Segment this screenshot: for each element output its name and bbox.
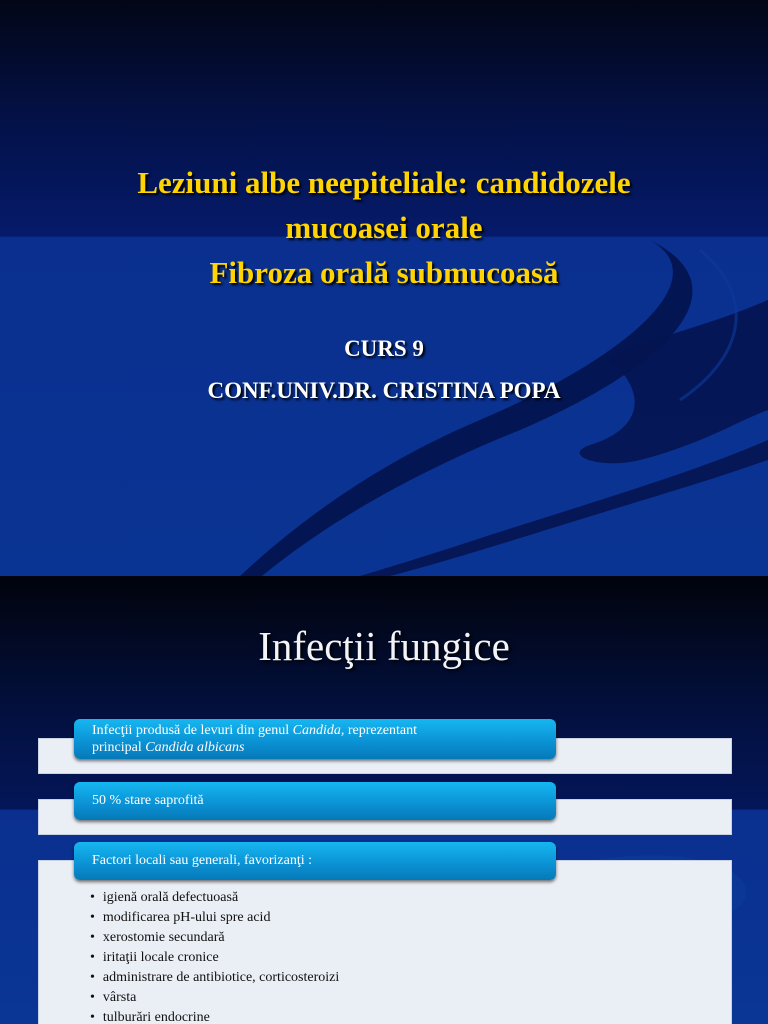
factors-list: [90, 888, 339, 1024]
box1-text: Infecţii produsă de levuri din genul: [92, 723, 293, 738]
slide-2-title: Infecţii fungice: [258, 623, 510, 669]
info-box-factors: Factori locali sau generali, favorizanţi :: [74, 842, 556, 880]
list-item: • modificarea pH-ului spre acid: [90, 908, 339, 928]
list-item: • vârsta: [90, 988, 339, 1008]
list-item: • xerostomie secundară: [90, 928, 339, 948]
box1-italic: Candida,: [292, 723, 345, 738]
box1-text3: principal: [92, 740, 146, 755]
list-item: • administrare de antibiotice, corticosteroizi: [90, 968, 339, 988]
box1-italic2: Candida albicans: [145, 740, 245, 755]
slide-2: [0, 576, 768, 1024]
list-item: • iritaţii locale cronice: [90, 948, 339, 968]
title-line-2: mucoasei orale: [285, 210, 483, 245]
box1-text2: reprezentant: [344, 723, 418, 738]
list-item: • tulburări endocrine: [90, 1008, 339, 1024]
author-label: CONF.UNIV.DR. CRISTINA POPA: [207, 378, 561, 403]
title-line-1: Leziuni albe neepiteliale: candidozele: [137, 165, 631, 200]
info-box-candida: [74, 719, 556, 759]
course-label: CURS 9: [344, 336, 424, 361]
info-box-saprophyte: 50 % stare saprofită: [74, 782, 556, 820]
title-line-3: Fibroza orală submucoasă: [209, 255, 559, 290]
list-item: • igienă orală defectuoasă: [90, 888, 339, 908]
